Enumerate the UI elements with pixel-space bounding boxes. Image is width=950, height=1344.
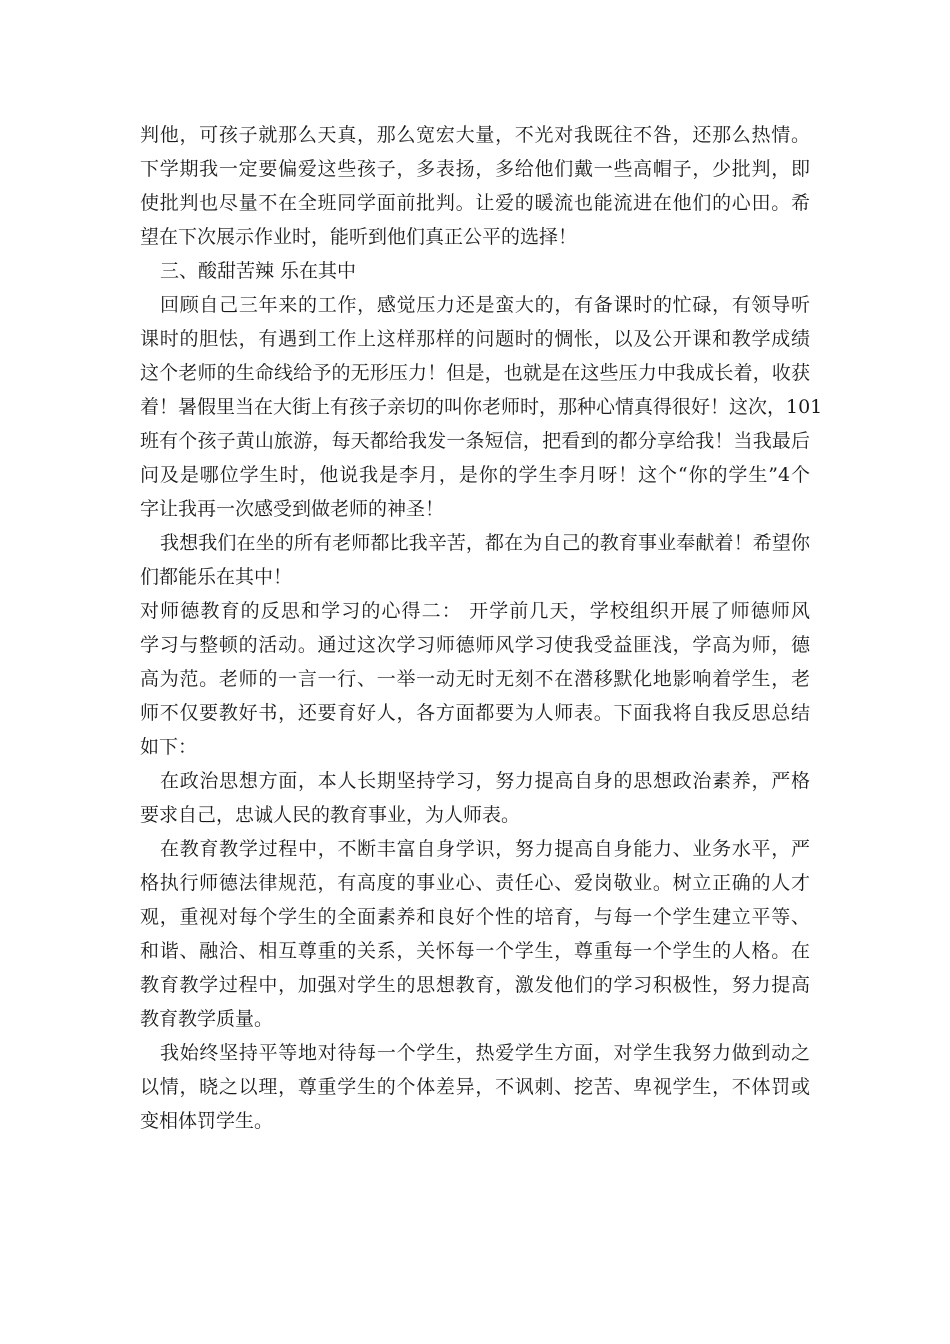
text-line: 在政治思想方面，本人长期坚持学习，努力提高自身的思想政治素养，严格 xyxy=(160,770,810,792)
text-line: 变相体罚学生。 xyxy=(140,1110,274,1132)
section-heading: 三、酸甜苦辣 乐在其中 xyxy=(160,260,357,282)
text-line: 观，重视对每个学生的全面素养和良好个性的培育，与每一个学生建立平等、 xyxy=(140,906,810,928)
text-line: 学习与整顿的活动。通过这次学习师德师风学习使我受益匪浅，学高为师，德 xyxy=(140,634,810,656)
text-line: 回顾自己三年来的工作，感觉压力还是蛮大的，有备课时的忙碌，有领导听 xyxy=(160,294,810,316)
text-line: 我想我们在坐的所有老师都比我辛苦，都在为自己的教育事业奉献着！希望你 xyxy=(160,532,810,554)
text-line: 课时的胆怯，有遇到工作上这样那样的问题时的惆怅，以及公开课和教学成绩 xyxy=(140,328,810,350)
text-line: 字让我再一次感受到做老师的神圣！ xyxy=(140,498,445,520)
text-line: 这个老师的生命线给予的无形压力！但是，也就是在这些压力中我成长着，收获 xyxy=(140,362,810,384)
text-line: 以情，晓之以理，尊重学生的个体差异，不讽刺、挖苦、卑视学生，不体罚或 xyxy=(140,1076,810,1098)
text-line: 我始终坚持平等地对待每一个学生，热爱学生方面，对学生我努力做到动之 xyxy=(160,1042,810,1064)
text-line: 在教育教学过程中，不断丰富自身学识，努力提高自身能力、业务水平，严 xyxy=(160,838,810,860)
text-line: 着！暑假里当在大街上有孩子亲切的叫你老师时，那种心情真得很好！这次，101 xyxy=(140,396,823,418)
text-line: 和谐、融洽、相互尊重的关系，关怀每一个学生，尊重每一个学生的人格。在 xyxy=(140,940,810,962)
text-line: 班有个孩子黄山旅游，每天都给我发一条短信，把看到的都分享给我！当我最后 xyxy=(140,430,810,452)
document-body xyxy=(140,118,823,1138)
text-line: 问及是哪位学生时，他说我是李月，是你的学生李月呀！这个“你的学生”4个 xyxy=(140,464,810,486)
text-line: 师不仅要教好书，还要育好人，各方面都要为人师表。下面我将自我反思总结 xyxy=(140,702,810,724)
text-line: 对师德教育的反思和学习的心得二： 开学前几天，学校组织开展了师德师风 xyxy=(140,600,810,622)
text-line: 格执行师德法律规范，有高度的事业心、责任心、爱岗敬业。树立正确的人才 xyxy=(140,872,810,894)
text-line: 如下： xyxy=(140,736,198,758)
text-line: 下学期我一定要偏爱这些孩子，多表扬，多给他们戴一些高帽子，少批判，即 xyxy=(140,158,810,180)
text-line: 要求自己，忠诚人民的教育事业，为人师表。 xyxy=(140,804,521,826)
text-line: 望在下次展示作业时，能听到他们真正公平的选择！ xyxy=(140,226,578,248)
text-line: 判他，可孩子就那么天真，那么宽宏大量，不光对我既往不咎，还那么热情。 xyxy=(140,124,810,146)
text-line: 教育教学质量。 xyxy=(140,1008,274,1030)
text-line: 们都能乐在其中！ xyxy=(140,566,293,588)
text-line: 使批判也尽量不在全班同学面前批判。让爱的暖流也能流进在他们的心田。希 xyxy=(140,192,810,214)
text-line: 教育教学过程中，加强对学生的思想教育，激发他们的学习积极性，努力提高 xyxy=(140,974,810,996)
text-line: 高为范。老师的一言一行、一举一动无时无刻不在潜移默化地影响着学生，老 xyxy=(140,668,810,690)
